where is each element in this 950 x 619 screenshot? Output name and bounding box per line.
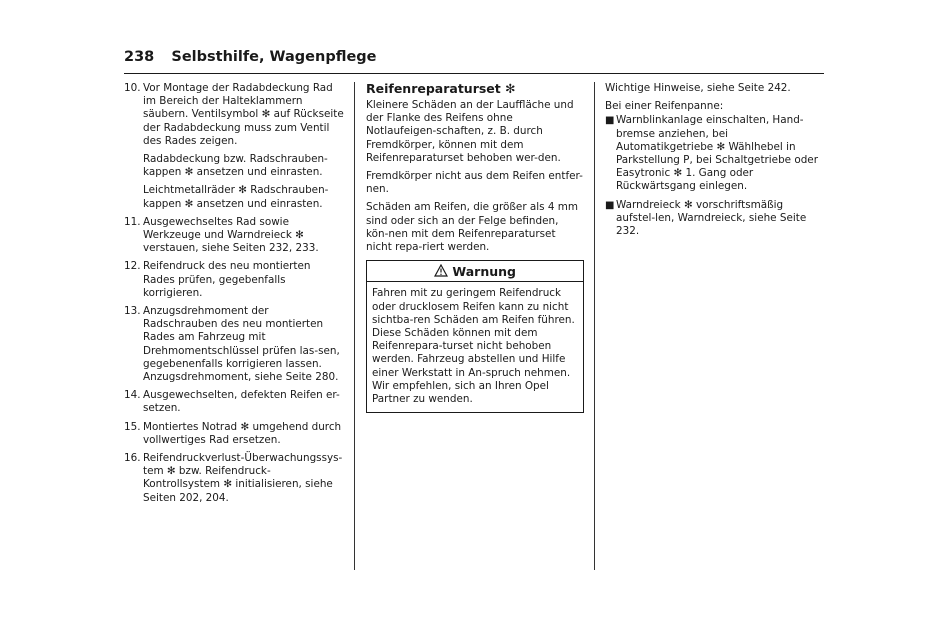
warning-box [366, 260, 584, 413]
list-item-continuation: Radabdeckung bzw. Radschrauben-kappen ✻ ansetzen und einrasten. [143, 153, 328, 179]
column-divider-2 [594, 82, 595, 570]
column-left [124, 82, 345, 510]
list-item: 14. Ausgewechselten, defekten Reifen er-setzen. [124, 389, 340, 415]
paragraph: Schäden am Reifen, die größer als 4 mm sind oder sich an der Felge befinden, kön-nen mit dem Reifenreparaturset nicht repa-riert werden. [366, 201, 579, 254]
warning-header [367, 261, 583, 282]
section-title: Selbsthilfe, Wagenpflege [171, 49, 377, 65]
page-header [124, 46, 824, 65]
list-item: 15. Montiertes Notrad ✻ umgehend durch vollwertiges Rad ersetzen. [124, 420, 342, 446]
list-item: 10. Vor Montage der Radabdeckung Rad im Bereich der Halteklammern säubern. Ventilsymbol ✻ auf Rückseite der Radabdeckung muss zum Ventil des Rades zeigen. [124, 82, 344, 147]
paragraph: Fremdkörper nicht aus dem Reifen entfer-nen. [366, 170, 583, 196]
bullet-square-icon: ■ [605, 199, 615, 211]
list-item: 13. Anzugsdrehmoment der Radschrauben des neu montierten Rades am Fahrzeug mit Drehmomentschlüssel prüfen las-sen, gegebenenfalls korrigieren lassen. Anzugsdrehmoment, siehe Seite 280. [124, 305, 340, 384]
column-right [605, 82, 825, 243]
section-heading: Reifenreparaturset ✻ [366, 81, 516, 96]
warning-text: Fahren mit zu geringem Reifendruck oder drucklosem Reifen kann zu nicht sichtba-ren Schäden am Reifen führen. Diese Schäden können mit dem Reifenrepara-turset nicht behoben werden. Fahrzeug abstellen und Hilfe einer Werkstatt in An-spruch nehmen. Wir empfehlen, sich an Ihren Opel Partner zu wenden. [372, 287, 575, 406]
list-item-continuation: Leichtmetallräder ✻ Radschrauben-kappen ✻ ansetzen und einrasten. [143, 184, 329, 210]
paragraph: Wichtige Hinweise, siehe Seite 242. [605, 82, 791, 94]
list-item: 11. Ausgewechseltes Rad sowie Werkzeuge und Warndreieck ✻ verstauen, siehe Seiten 232, 233. [124, 215, 319, 255]
bullet-item: ■ Warnblinkanlage einschalten, Hand-bremse anziehen, bei Automatikgetriebe ✻ Wählhebel in Parkstellung P, bei Schaltgetriebe oder Easytronic ✻ 1. Gang oder Rückwärtsgang einlegen. [605, 114, 818, 193]
paragraph: Bei einer Reifenpanne: [605, 100, 724, 113]
warning-triangle-icon [434, 264, 448, 277]
column-middle [366, 82, 584, 413]
page-number: 238 [124, 49, 155, 65]
bullet-square-icon: ■ [605, 115, 615, 127]
column-divider-1 [354, 82, 355, 570]
list-item: 12. Reifendruck des neu montierten Rades prüfen, gegebenfalls korrigieren. [124, 260, 311, 299]
warning-title: Warnung [452, 264, 516, 280]
header-rule [124, 73, 824, 74]
list-item: 16. Reifendruckverlust-Überwachungssys-tem ✻ bzw. Reifendruck-Kontrollsystem ✻ initialisieren, siehe Seiten 202, 204. [124, 452, 343, 504]
bullet-item: ■ Warndreieck ✻ vorschriftsmäßig aufstel-len, Warndreieck, siehe Seite 232. [605, 198, 807, 238]
paragraph: Kleinere Schäden an der Lauffläche und der Flanke des Reifens ohne Notlaufeigen-schaften, z. B. durch Fremdkörper, können mit dem Reifenreparaturset behoben wer-den. [366, 99, 574, 164]
